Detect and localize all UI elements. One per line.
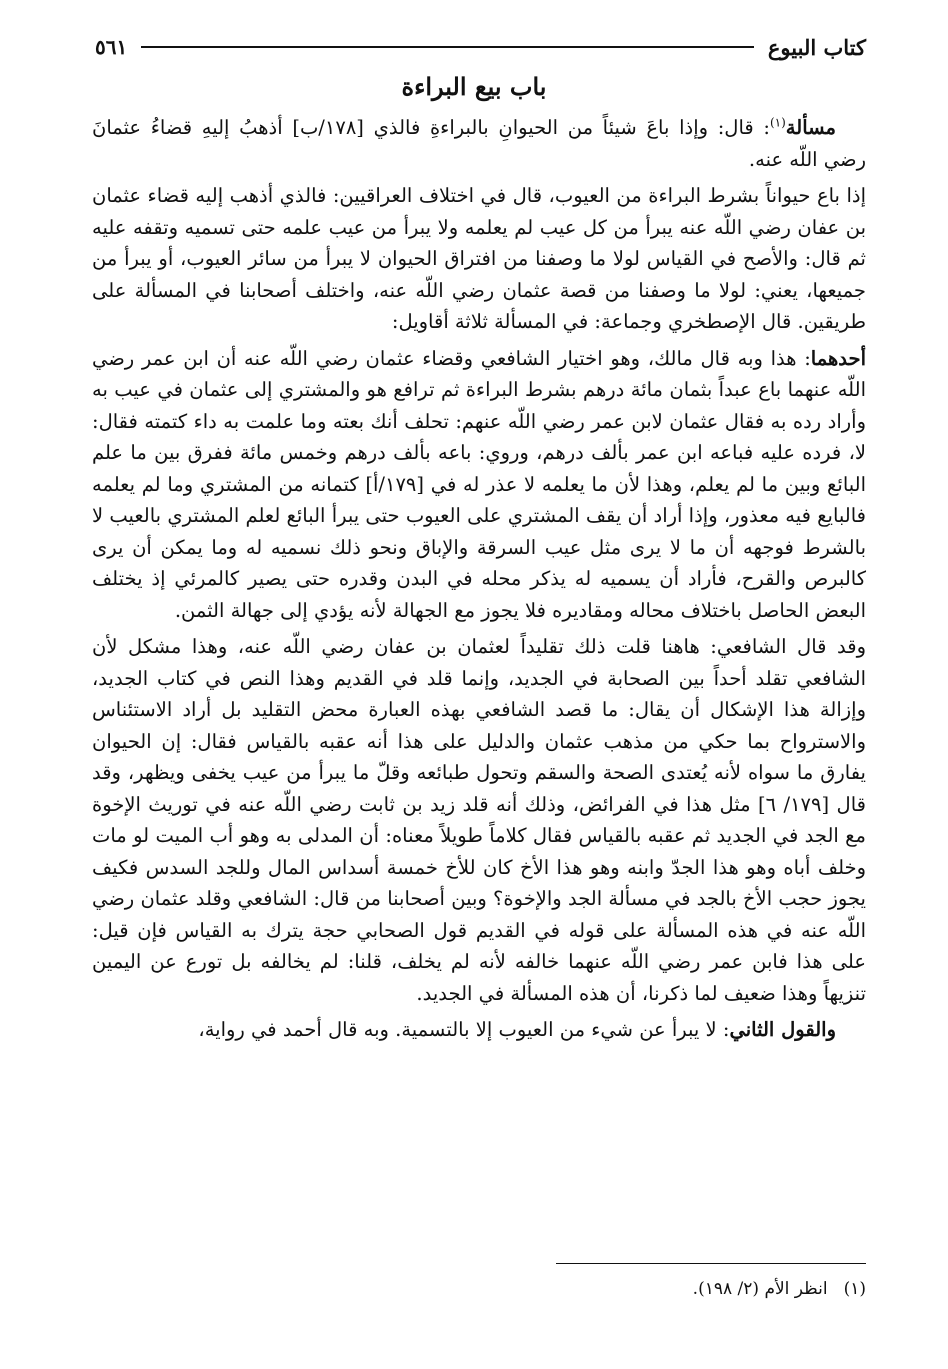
second-opinion-label: والقول الثاني (729, 1018, 836, 1041)
paragraph-commentary: إذا باع حيواناً بشرط البراءة من العيوب، قال في اختلاف العراقيين: فالذي أذهب إليه قضاء عثمان بن عفان رضي اللّه عنه يبرأ من كل عيب لم يعلمه ولا يبرأ من عيب علمه حتى تسميه وتقفه عليه ثم قال: والأصح في القياس لولا ما وصفنا من افتراق الحيوان لا يبرأ من سائر العيوب، أو يبرأ من جميعها، يعني: لولا ما وصفنا من قصة عثمان رضي اللّه عنه، واختلف أصحابنا في المسألة على طريقين. قال الإصطخري وجماعة: في المسألة ثلاثة أقاويل: (92, 184, 866, 333)
second-opinion-text: : لا يبرأ عن شيء من العيوب إلا بالتسمية. وبه قال أحمد في رواية، (198, 1018, 730, 1041)
chapter-title: باب بيع البراءة (401, 72, 547, 101)
paragraph-shafii-discussion: وقد قال الشافعي: هاهنا قلت ذلك تقليداً لعثمان بن عفان رضي اللّه عنه، وهذا مشكل لأن الشافعي تقلد أحداً بين الصحابة في الجديد، وإنما قلد في القديم وهذا النص في كتاب الجديد، وإزالة هذا الإشكال أن يقال: ما قصد الشافعي بهذه العبارة محض التقليد بل أراد الاستئناس والاسترواح بما حكي من مذهب عثمان والدليل على هذا أنه عقبه بالقياس فقال: إن الحيوان يفارق ما سواه لأنه يُعتدى الصحة والسقم وتحول طبائعه وقلّ ما يبرأ من عيب يخفى ويظهر، وقد قال [١٧٩/ ٦] مثل هذا في الفرائض، وذلك أنه قلد زيد بن ثابت رضي اللّه عنه في توريث الإخوة مع الجد في الجديد ثم عقبه بالقياس فقال كلاماً طويلاً معناه: أن المدلى به وهو أب الميت لو مات وخلف أباه وهو هذا الجدّ وابنه وهو هذا الأخ كان للأخ خمسة أسداس المال وللجد السدس فكيف يجوز حجب الأخ بالجد في مسألة الجد والإخوة؟ وبين أصحابنا من قال: الشافعي وقلد عثمان رضي اللّه عنه في هذه المسألة على قوله في القديم قول الصحابي حجة يترك به القياس فإن قيل: على هذا فابن عمر رضي اللّه عنهما خالفه لأنه لم يخلف، قلنا: لم يخالفه بل تورع عن اليمين تنزيهاً وهذا ضعيف لما ذكرنا، أن هذه المسألة في الجديد. (92, 635, 867, 1005)
footnote-number: (١) (843, 1279, 866, 1299)
footnote-rule (556, 1263, 866, 1264)
footnote (92, 1276, 866, 1302)
first-opinion-text: : هذا وبه قال مالك، وهو اختيار الشافعي وقضاء عثمان رضي اللّه عنه أن ابن عمر رضي اللّه عنهما باع عبداً بثمان مائة درهم بشرط البراءة ثم ترافع هو والمشتري إلى عثمان في عيب به وأراد رده به فقال عثمان لابن عمر رضي اللّه عنهم: تحلف أنك بعته وما علمت به داء كتمته فقال: لا، فرده عليه فباعه ابن عمر بألف درهم، وروي: باعه بألف درهم وخمس مائة ففرق بين ما علم البائع وبين ما لم يعلم، وهذا لأن ما يعلمه لا عذر له في [١٧٩/أ] كتمانه من المشتري وما لم يعلمه فالبايع فيه معذور، وإذا أراد أن يقف المشتري على العيوب حتى يبرأ البائع لعلم المشتري بالعيب لا بالشرط فوجهه أن ما لا يرى مثل عيب السرقة والإباق ونحو ذلك نسميه له وما يمكن أن يرى كالبرص والقرح، فأراد أن يسميه له يذكر محله في البدن وقدره حتى يصير كالمرئي إذ يختلف البعض الحاصل باختلاف محاله ومقاديره فلا يجوز مع الجهالة لأنه يؤدي إلى جهالة الثمن. (92, 346, 867, 622)
paragraph-second-opinion (92, 1014, 866, 1046)
book-title: كتاب البيوع (767, 34, 866, 60)
header-rule (141, 46, 754, 48)
paragraph-mas-ala (92, 112, 866, 175)
issue-label: مسألة (785, 116, 836, 139)
footnote-text: انظر الأم (٢/ ١٩٨). (692, 1279, 828, 1299)
running-header (95, 30, 866, 64)
paragraph-first-opinion (92, 343, 866, 627)
page-number: ٥٦١ (95, 35, 128, 59)
issue-text: : قال: وإذا باعَ شيئاً من الحيوانِ بالبراءةِ فالذي [١٧٨/ب] أذهبُ إليهِ قضاءُ عثمانَ رضي اللّه عنه. (92, 116, 866, 171)
main-text (92, 112, 866, 1051)
first-opinion-label: أحدهما (810, 346, 866, 370)
footnote-marker: (١) (769, 115, 786, 130)
